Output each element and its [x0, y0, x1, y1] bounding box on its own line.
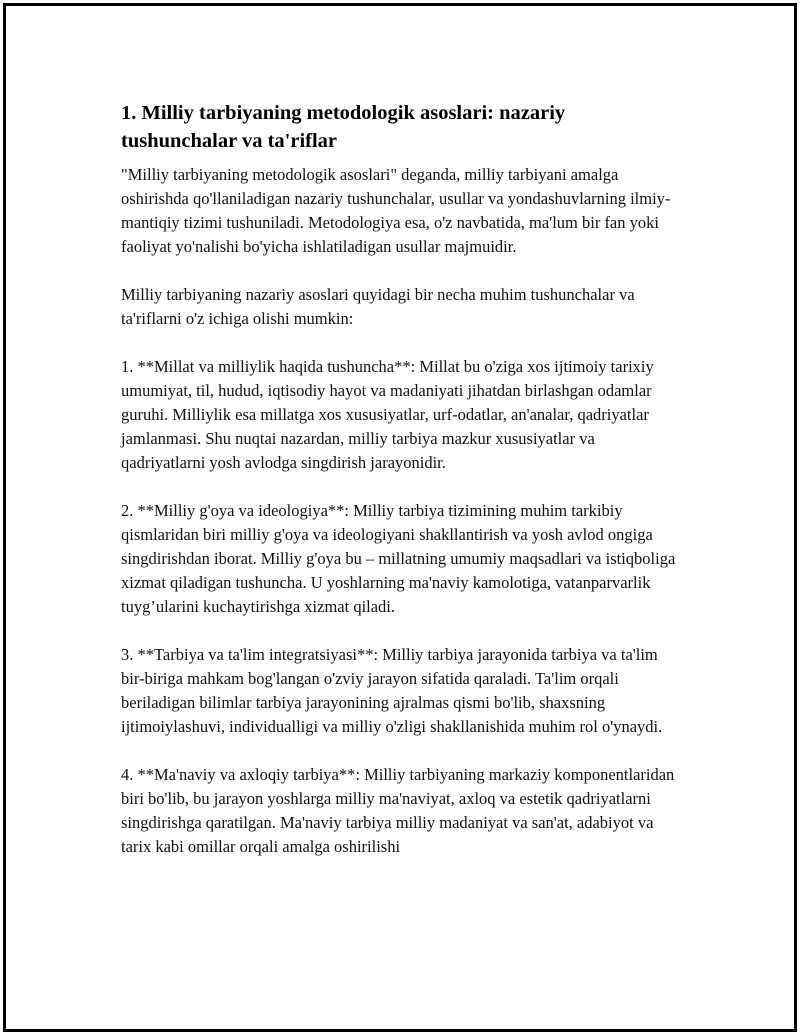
paragraph-item-3: 3. **Tarbiya va ta'lim integratsiyasi**: Milliy tarbiya jarayonida tarbiya va ta'lim bir-biriga mahkam bog'langan o'zviy jarayon sifatida qaraladi. Ta'lim orqali beriladigan bilimlar tarbiya jarayonining ajralmas qismi bo'lib, shaxsning ijtimoiylashuvi, individualligi va milliy o'zligi shakllanishida muhim rol o'ynaydi.	[121, 645, 663, 736]
document-body	[121, 99, 681, 883]
page-frame	[3, 3, 797, 1032]
paragraph-list-lead: Milliy tarbiyaning nazariy asoslari quyidagi bir necha muhim tushunchalar va ta'riflarni o'z ichiga olishi mumkin:	[121, 285, 635, 328]
paragraph-item-4: 4. **Ma'naviy va axloqiy tarbiya**: Milliy tarbiyaning markaziy komponentlaridan biri bo'lib, bu jarayon yoshlarga milliy ma'naviyat, axloq va estetik qadriyatlarni singdirishga qaratilgan. Ma'naviy tarbiya milliy madaniyat va san'at, adabiyot va tarix kabi omillar orqali amalga oshirilishi	[121, 765, 675, 856]
paragraph-item-2: 2. **Milliy g'oya va ideologiya**: Milliy tarbiya tizimining muhim tarkibiy qismlaridan biri milliy g'oya va ideologiyani shakllantirish va yosh avlod ongiga singdirishdan iborat. Milliy g'oya bu – millatning umumiy maqsadlari va istiqboliga xizmat qiladigan tushuncha. U yoshlarning ma'naviy kamolotiga, vatanparvarlik tuyg’ularini kuchaytirishga xizmat qiladi.	[121, 501, 676, 616]
paragraph-intro: "Milliy tarbiyaning metodologik asoslari" deganda, milliy tarbiyani amalga oshirishda qo'llaniladigan nazariy tushunchalar, usullar va yondashuvlarning ilmiy-mantiqiy tizimi tushuniladi. Metodologiya esa, o'z navbatida, ma'lum bir fan yoki faoliyat yo'nalishi bo'yicha ishlatiladigan usullar majmuidir.	[121, 165, 671, 256]
document-title: 1. Milliy tarbiyaning metodologik asoslari: nazariy tushunchalar va ta'riflar	[121, 102, 566, 152]
paragraph-item-1: 1. **Millat va milliylik haqida tushuncha**: Millat bu o'ziga xos ijtimoiy tarixiy umumiyat, til, hudud, iqtisodiy hayot va madaniyati jihatdan birlashgan odamlar guruhi. Milliylik esa millatga xos xususiyatlar, urf-odatlar, an'analar, qadriyatlar jamlanmasi. Shu nuqtai nazardan, milliy tarbiya mazkur xususiyatlar va qadriyatlarni yosh avlodga singdirish jarayonidir.	[121, 357, 654, 472]
